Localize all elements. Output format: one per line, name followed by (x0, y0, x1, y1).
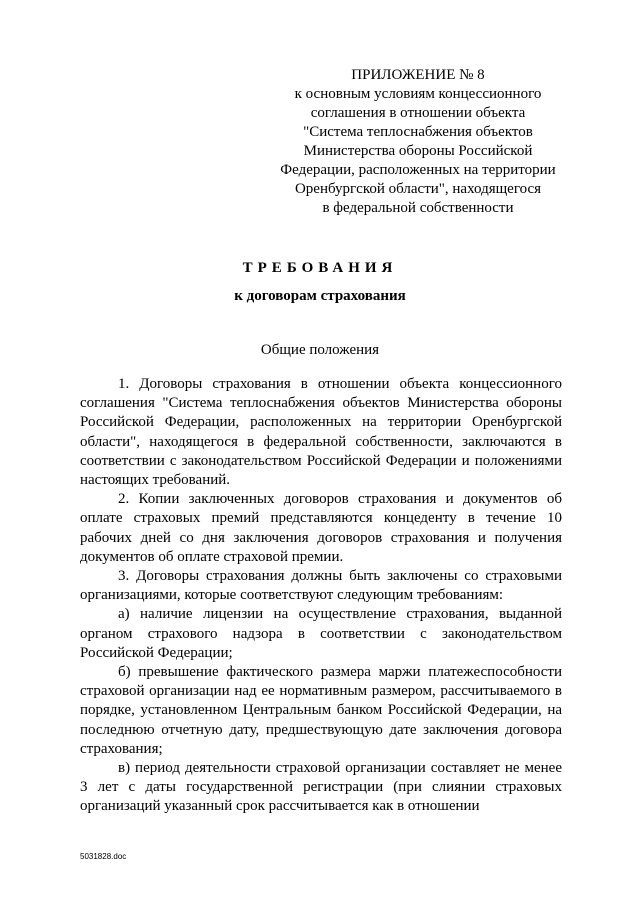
paragraph-3: 3. Договоры страхования должны быть заключены со страховыми организациями, которые соответствуют следующим требованиям: (80, 568, 562, 604)
appendix-line: в федеральной собственности (322, 200, 514, 216)
paragraph-1: 1. Договоры страхования в отношении объекта концессионного соглашения "Система теплоснабжения объектов Министерства обороны Российской Федерации, расположенных на территории Оренбургской области", находящегося в федеральной собственности, заключаются в соответствии с законодательством Российской Федерации и положениями настоящих требований. (80, 376, 562, 489)
appendix-line: к основным условиям концессионного (294, 86, 542, 102)
document-subtitle: к договорам страхования (234, 288, 406, 304)
document-body (80, 375, 562, 817)
appendix-line: "Система теплоснабжения объектов (303, 124, 533, 140)
appendix-line: Федерации, расположенных на территории (280, 162, 556, 178)
paragraph-3b: б) превышение фактического размера маржи платежеспособности страховой организации над ее нормативным размером, рассчитываемого в порядке, установленном Центральным банком Российской Федерации, на последнюю отчетную дату, предшествующую дате заключения договора страхования; (80, 664, 562, 757)
appendix-header (268, 66, 568, 218)
appendix-line: Министерства обороны Российской (303, 143, 533, 159)
document-title: ТРЕБОВАНИЯ (242, 260, 398, 276)
paragraph-3c: в) период деятельности страховой организации составляет не менее 3 лет с даты государственной регистрации (при слиянии страховых организаций указанный срок рассчитывается как в отношении (80, 760, 562, 815)
appendix-line: Оренбургской области", находящегося (294, 181, 542, 197)
appendix-number: ПРИЛОЖЕНИЕ № 8 (351, 67, 485, 83)
section-heading: Общие положения (260, 342, 380, 358)
footer-filename: 5031828.doc (80, 852, 127, 861)
appendix-line: соглашения в отношении объекта (310, 105, 526, 121)
paragraph-3a: а) наличие лицензии на осуществление страхования, выданной органом страхового надзора в соответствии с законодательством Российской Федерации; (80, 606, 562, 661)
paragraph-2: 2. Копии заключенных договоров страхования и документов об оплате страховых премий представляются концеденту в течение 10 рабочих дней со дня заключения договоров страхования и получения документов об оплате страховой премии. (80, 491, 562, 565)
